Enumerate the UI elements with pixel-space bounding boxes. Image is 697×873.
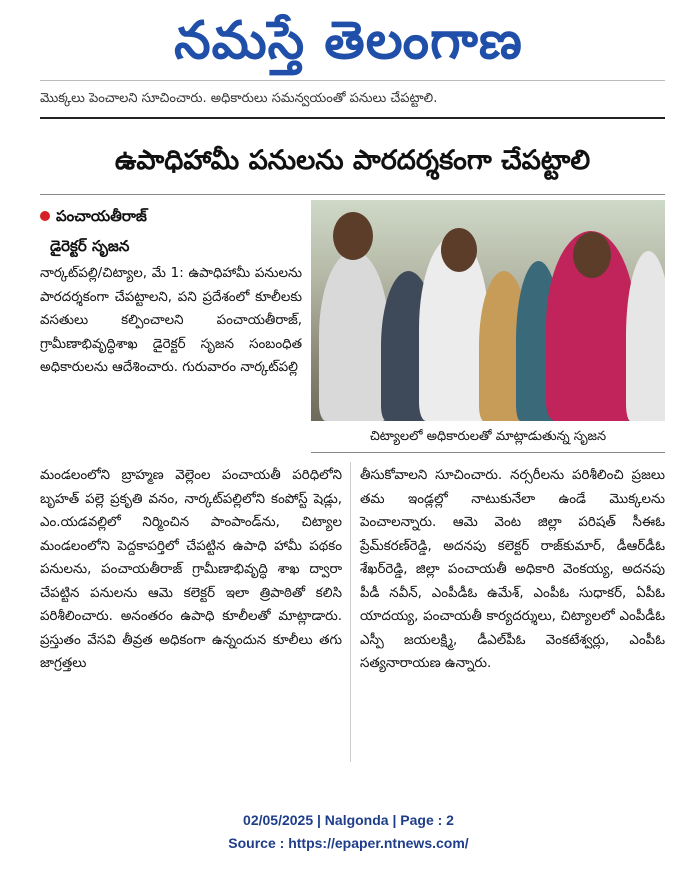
caption-rule bbox=[311, 452, 665, 453]
column-divider bbox=[350, 462, 351, 762]
byline-person: డైరెక్టర్ సృజన bbox=[50, 237, 130, 255]
article-paragraph: నార్కట్‌పల్లి/చిట్యాల, మే 1: ఉపాధిహామీ పనులను పారదర్శకంగా చేపట్టాలని, పని ప్రదేశంలో కూలీలకు వసతులు కల్పించాలని పంచాయతీరాజ్, గ్రామీణాభివృద్ధిశాఖ డైరెక్టర్ సృజన సంబంధిత అధికారులను ఆదేశించారు. గురువారం నార్కట్‌పల్లి bbox=[40, 266, 302, 375]
photo-caption: చిట్యాలలో అధికారులతో మాట్లాడుతున్న సృజన bbox=[369, 429, 607, 444]
article-column-1-bottom bbox=[40, 464, 342, 769]
footer-date-edition: 02/05/2025 | Nalgonda | Page : 2 bbox=[243, 812, 454, 828]
article-photo bbox=[311, 200, 665, 421]
newspaper-masthead: నమస్తే తెలంగాణ bbox=[174, 11, 523, 71]
masthead-divider bbox=[40, 80, 665, 81]
previous-article-cutline: మొక్కలు పెంచాలని సూచించారు. అధికారులు సమన్వయంతో పనులు చేపట్టాలి. bbox=[40, 91, 438, 106]
headline-bottom-rule bbox=[40, 194, 665, 195]
bullet-dot-icon bbox=[40, 211, 50, 221]
headline-top-rule bbox=[40, 117, 665, 119]
article-column-1-top bbox=[40, 262, 302, 462]
footer-source-link[interactable]: Source : https://epaper.ntnews.com/ bbox=[228, 835, 469, 851]
article-column-2 bbox=[360, 464, 665, 769]
article-headline: ఉపాధిహామీ పనులను పారదర్శకంగా చేపట్టాలి bbox=[114, 145, 591, 176]
article-paragraph: తీసుకోవాలని సూచించారు. నర్సరీలను పరిశీలించి ప్రజలు తమ ఇండ్లల్లో నాటుకునేలా ఉండే మొక్కలను పెంచాలన్నారు. ఆమె వెంట జిల్లా పరిషత్ సీఈఓ ప్రేమ్‌కరణ్‌రెడ్డి, అదనపు కలెక్టర్ రాజ్‌కుమార్, డీఆర్‌డీఓ శేఖర్‌రెడ్డి, జిల్లా పంచాయతీ అధికారి వెంకయ్య, అదనపు పీడీ నవీన్, ఎంపీడీఓ ఉమేశ్, ఎంపీఓ సుధాకర్, ఏపీఓ యాదయ్య, పంచాయతీ కార్యదర్శులు, చిట్యాలలో ఎంపీడీఓ ఎస్పీ జయలక్ష్మి, డీఎల్‌పీఓ వెంకటేశ్వర్లు, ఎంపీఓ సత్యనారాయణ ఉన్నారు. bbox=[360, 468, 665, 671]
article-paragraph: మండలంలోని బ్రాహ్మణ వెల్లెంల పంచాయతీ పరిధిలోని బృహత్ పల్లె ప్రకృతి వనం, నార్కట్‌పల్లిలోని కంపోస్ట్ షెడ్లు, ఎం.యడవల్లిలో నిర్మించిన పాంపాండ్‌ను, చిట్యాల మండలంలోని పెద్దకాపర్తిలో చేపట్టిన ఉపాధి హామీ పథకం పనులను, పంచాయతీరాజ్ గ్రామీణాభివృద్ధి శాఖ ద్వారా చేపట్టిన పనులను ఆమె కలెక్టర్ ఇలా త్రిపాఠితో కలిసి పరిశీలించారు. అనంతరం ఉపాధి కూలీలతో మాట్లాడారు. ప్రస్తుతం వేసవి తీవ్రత అధికంగా ఉన్నందున కూలీలు తగు జాగ్రత్తలు bbox=[40, 468, 342, 671]
byline-department: పంచాయతీరాజ్ bbox=[56, 207, 147, 225]
